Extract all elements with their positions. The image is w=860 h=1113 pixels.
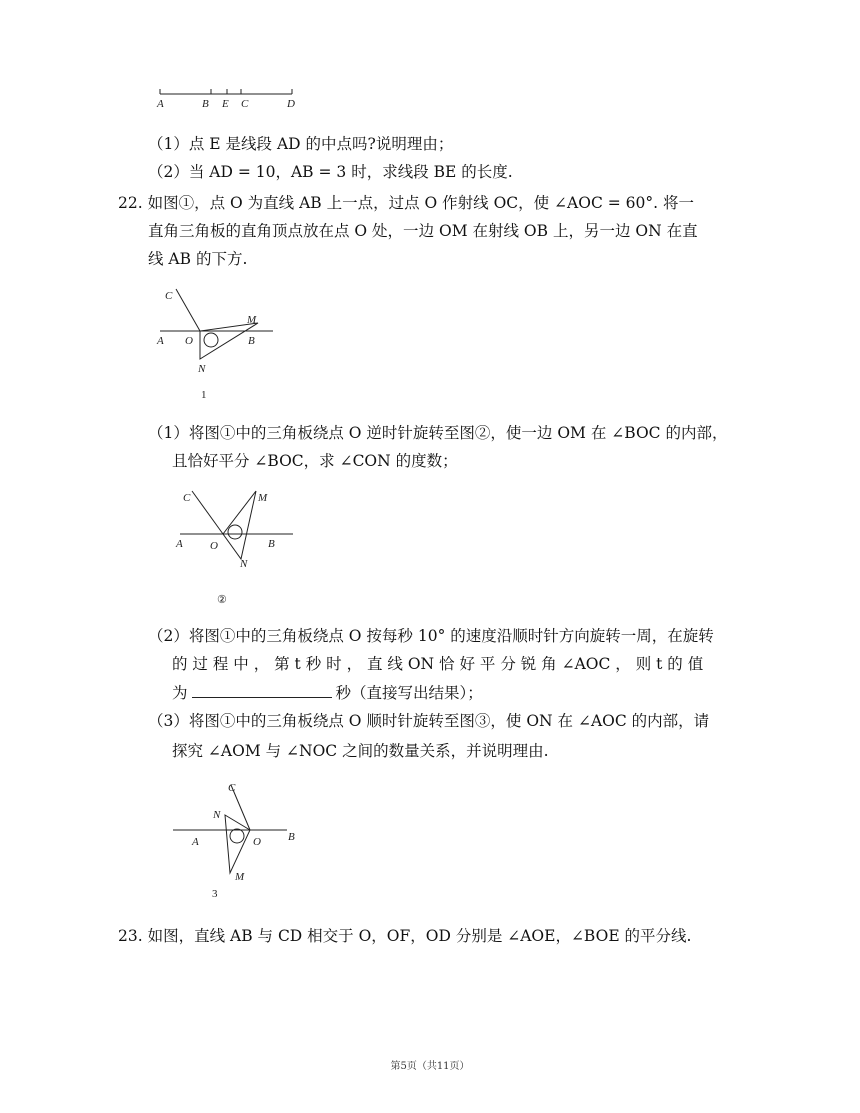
figure-2	[170, 485, 300, 610]
fig1-label-M: M	[247, 314, 257, 326]
answer-prefix: 为	[172, 684, 188, 702]
figure-3	[165, 773, 305, 903]
answer-suffix: 秒（直接写出结果）；	[335, 684, 483, 702]
fig2-label-A: A	[176, 538, 183, 550]
q21-part2: （2）当 AD = 10，AB = 3 时，求线段 BE 的长度.	[148, 163, 513, 181]
q22-stem-line3: 线 AB 的下方.	[148, 250, 248, 268]
q22-part2-line1: （2）将图①中的三角板绕点 O 按每秒 10° 的速度沿顺时针方向旋转一周，在旋转	[148, 627, 714, 645]
label-D: D	[287, 98, 295, 110]
label-E: E	[222, 98, 229, 110]
q22-part1-line2: 且恰好平分 ∠BOC，求 ∠CON 的度数；	[172, 452, 458, 470]
fig2-label-O: O	[210, 540, 218, 552]
fig2-label-C: C	[183, 492, 191, 504]
q22-part3-line2: 探究 ∠AOM 与 ∠NOC 之间的数量关系，并说明理由.	[172, 742, 549, 760]
fig1-label-C: C	[165, 290, 173, 302]
fig2-caption: ②	[217, 594, 227, 606]
q22-part3-line1: （3）将图①中的三角板绕点 O 顺时针旋转至图③，使 ON 在 ∠AOC 的内部，请	[148, 712, 710, 730]
fig1-label-O: O	[185, 335, 193, 347]
q22-stem-line1: 22. 如图①，点 O 为直线 AB 上一点，过点 O 作射线 OC，使 ∠AOC = 60°. 将一	[118, 194, 694, 212]
q22-part2-line3	[172, 683, 483, 703]
label-C: C	[241, 98, 249, 110]
label-B: B	[202, 98, 209, 110]
q21-part1: （1）点 E 是线段 AD 的中点吗?说明理由；	[148, 135, 454, 153]
fig3-label-N: N	[213, 809, 221, 821]
fig1-label-A: A	[157, 335, 164, 347]
fig1-label-N: N	[198, 363, 206, 375]
q22-part1-line1: （1）将图①中的三角板绕点 O 逆时针旋转至图②，使一边 OM 在 ∠BOC 的内部，	[148, 424, 728, 442]
fig1-caption: 1	[201, 389, 207, 401]
fig1-label-B: B	[248, 335, 255, 347]
fig3-label-A: A	[192, 836, 199, 848]
fig3-caption: 3	[212, 888, 218, 900]
fig2-label-N: N	[240, 558, 248, 570]
figure-1	[150, 283, 280, 403]
fig3-label-B: B	[288, 831, 295, 843]
q23-stem: 23. 如图，直线 AB 与 CD 相交于 O，OF，OD 分别是 ∠AOE，∠BOE 的平分线.	[118, 927, 692, 945]
fig3-label-O: O	[253, 836, 261, 848]
label-A: A	[157, 98, 164, 110]
fig3-label-M: M	[235, 871, 245, 883]
fig3-label-C: C	[228, 782, 236, 794]
fig2-label-M: M	[258, 492, 268, 504]
answer-blank[interactable]	[192, 683, 332, 698]
page-footer: 第5页（共11页）	[390, 1061, 470, 1072]
segment-figure	[150, 84, 310, 114]
fig2-label-B: B	[268, 538, 275, 550]
q22-part2-line2: 的 过 程 中 ， 第 t 秒 时 ， 直 线 ON 恰 好 平 分 锐 角 ∠AOC ， 则 t 的 值	[172, 655, 704, 673]
q22-stem-line2: 直角三角板的直角顶点放在点 O 处，一边 OM 在射线 OB 上，另一边 ON 在直	[148, 222, 698, 240]
